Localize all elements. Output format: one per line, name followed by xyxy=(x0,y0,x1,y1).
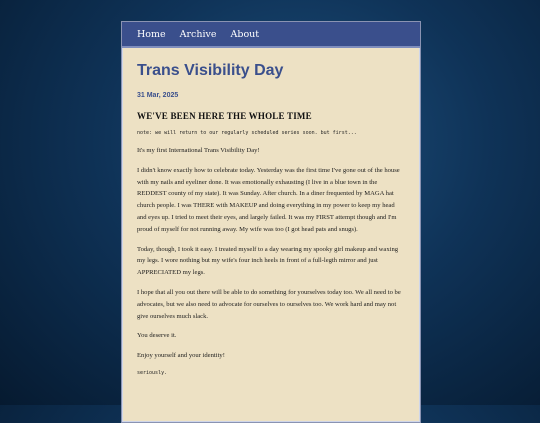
post-title: Trans Visibility Day xyxy=(137,62,284,79)
top-nav xyxy=(122,22,420,48)
paragraph: It's my first International Trans Visibility Day! xyxy=(137,147,260,154)
paragraph: Today, though, I took it easy. I treated myself to a day wearing my spooky girl makeup and waxing my legs. I wore nothing but my wife's four inch heels in front of a full-legth mirror and just APPRECIATED my legs. xyxy=(137,245,399,277)
post-signoff: seriously. xyxy=(137,369,168,376)
paragraph: Enjoy yourself and your identity! xyxy=(137,352,225,360)
paragraph: You deserve it. xyxy=(137,332,177,340)
paragraph: I hope that all you out there will be able to do something for yourselves today too. We all need to be advocates, but we also need to advocate for ourselves to ourselves too. We work hard and may not give ourselves much slack. xyxy=(137,288,401,320)
post-note: note: we will return to our regularly scheduled series soon. but first... xyxy=(137,130,357,136)
nav-home-link[interactable]: Home xyxy=(137,28,166,40)
blog-window xyxy=(121,21,421,423)
paragraph: I didn't know exactly how to celebrate today. Yesterday was the first time I've gone out of the house with my nails and eyeliner done. It was emotionally exhausting (I live in a blue town in the REDDEST county of my state). It was Sunday. After church. In a diner frequented by MAGA hat church people. I was THERE with MAKEUP and doing everything in my power to keep my head and eyes up. I tried to meet their eyes, and largely failed. It was my FIRST attempt though and I'm proud of myself for not running away. My wife was too (I got head pats and snugs). xyxy=(137,166,400,233)
post-heading: WE'VE BEEN HERE THE WHOLE TIME xyxy=(137,111,312,121)
nav-archive-link[interactable]: Archive xyxy=(179,28,217,40)
nav-about-link[interactable]: About xyxy=(230,28,260,40)
post-content xyxy=(122,48,420,376)
post-date: 31 Mar, 2025 xyxy=(137,92,179,99)
